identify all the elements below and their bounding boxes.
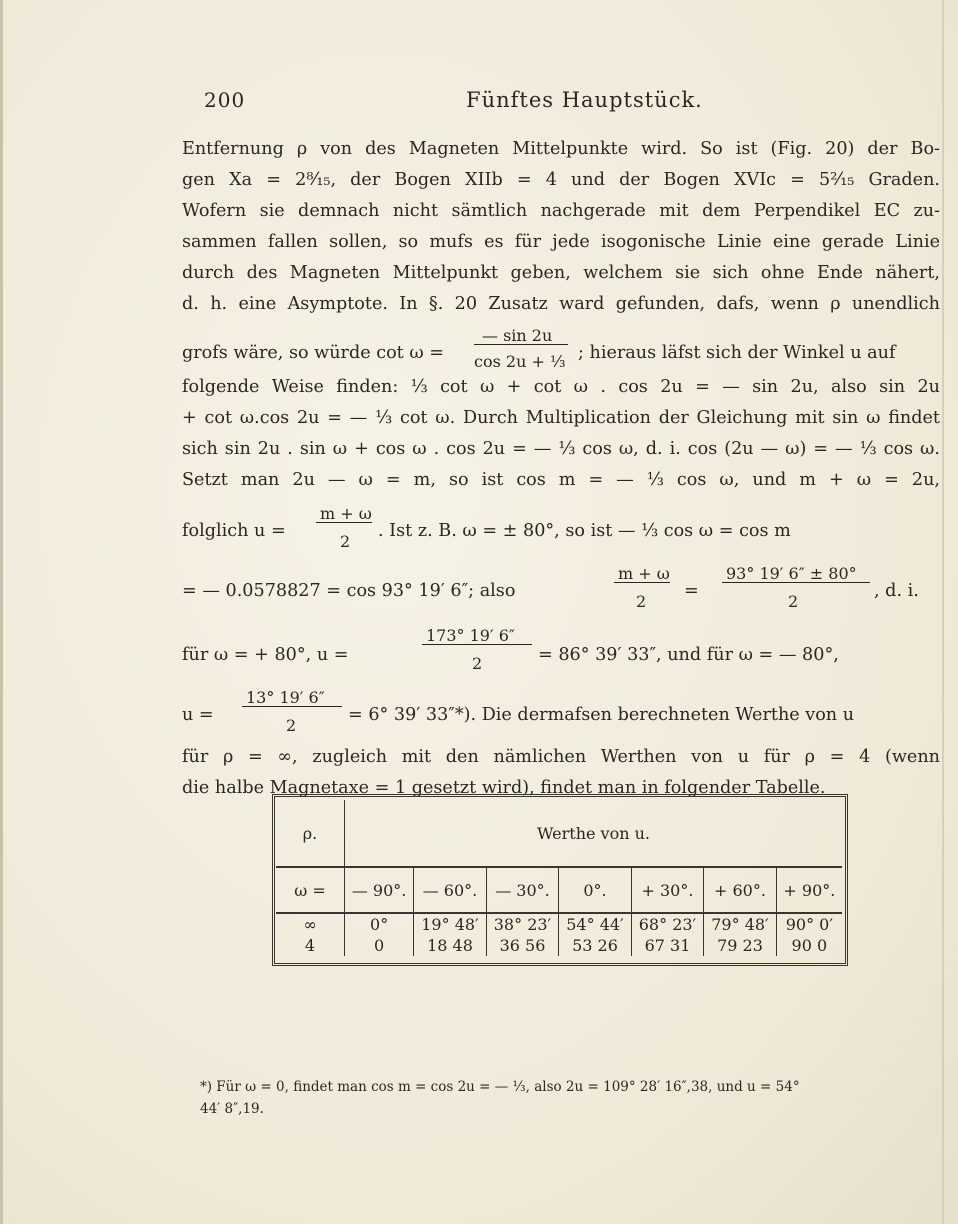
fraction-denominator: 2 <box>286 716 297 735</box>
formula-prefix: = — 0.0578827 = cos 93° 19′ 6″; also <box>182 581 516 601</box>
text-line: Entfernung ρ von des Magneten Mittelpunkte wird. So ist (Fig. 20) der Bo- <box>182 139 940 159</box>
fraction-denominator: cos 2u + ⅓ <box>474 352 566 371</box>
text-line: d. h. eine Asymptote. In §. 20 Zusatz ward gefunden, dafs, wenn ρ unendlich <box>182 294 940 314</box>
footnote-line: 44′ 8″,19. <box>200 1101 264 1117</box>
text-line: für ρ = ∞, zugleich mit den nämlichen Werthen von u für ρ = 4 (wenn <box>182 747 940 767</box>
u-value: 90° 0′ <box>776 913 842 935</box>
u-value: 38° 23′ <box>486 913 559 935</box>
formula-m-plus-omega <box>182 556 940 618</box>
fraction-bar <box>422 644 532 645</box>
formula-suffix: = 6° 39′ 33″*). Die dermafsen berechneten Werthe von u <box>348 705 855 725</box>
table-row <box>276 913 842 935</box>
fraction-denominator: 2 <box>788 592 799 611</box>
text-line: durch des Magneten Mittelpunkt geben, welchem sie sich ohne Ende nähert, <box>182 263 940 283</box>
u-value: 18 48 <box>414 935 487 956</box>
fraction-numerator: — sin 2u <box>482 326 553 345</box>
text-line: Setzt man 2u — ω = m, so ist cos m = — ⅓ cos ω, und m + ω = 2u, <box>182 470 940 490</box>
omega-value: + 90°. <box>776 867 842 913</box>
formula-u-plus80 <box>182 618 940 680</box>
footnote-line: *) Für ω = 0, findet man cos m = cos 2u = — ⅓, also 2u = 109° 28′ 16″,38, und u = 54° <box>200 1079 800 1095</box>
formula-u-minus80 <box>182 680 940 742</box>
fraction-denominator: 2 <box>472 654 483 673</box>
page-header <box>0 88 958 118</box>
omega-value: + 60°. <box>704 867 777 913</box>
formula-cot-omega <box>182 320 940 372</box>
formula-prefix: grofs wäre, so würde cot ω = <box>182 343 445 363</box>
values-table <box>272 794 848 964</box>
omega-label: ω = <box>276 867 345 913</box>
running-title: Fünftes Hauptstück. <box>466 88 703 112</box>
text-line: folgende Weise finden: ⅓ cot ω + cot ω . cos 2u = — sin 2u, also sin 2u <box>182 377 940 397</box>
formula-suffix: = 86° 39′ 33″, und für ω = — 80°, <box>538 645 839 665</box>
u-value: 53 26 <box>559 935 632 956</box>
omega-value: — 30°. <box>486 867 559 913</box>
formula-prefix: folglich u = <box>182 521 286 541</box>
fraction-bar <box>242 706 342 707</box>
u-value: 90 0 <box>776 935 842 956</box>
body-text <box>182 134 940 804</box>
omega-value: — 90°. <box>345 867 414 913</box>
text-line: gen Xa = 2⁸⁄₁₅, der Bogen XIIb = 4 und der Bogen XVIc = 5²⁄₁₅ Graden. <box>182 170 940 190</box>
fraction-numerator: 173° 19′ 6″ <box>426 626 515 645</box>
page-number: 200 <box>204 88 246 112</box>
fraction-bar <box>614 582 670 583</box>
fraction-numerator: m + ω <box>618 564 670 583</box>
rho-value: ∞ <box>303 915 317 934</box>
u-value: 67 31 <box>631 935 704 956</box>
text-line: Wofern sie demnach nicht sämtlich nachgerade mit dem Perpendikel EC zu- <box>182 201 940 221</box>
text-line: die halbe Magnetaxe = 1 gesetzt wird), findet man in folgender Tabelle. <box>182 778 826 798</box>
fraction-numerator: m + ω <box>320 504 372 523</box>
u-value: 36 56 <box>486 935 559 956</box>
text-line: sich sin 2u . sin ω + cos ω . cos 2u = — ⅓ cos ω, d. i. cos (2u — ω) = — ⅓ cos ω. <box>182 439 940 459</box>
omega-value: 0°. <box>559 867 632 913</box>
fraction-bar <box>316 522 372 523</box>
fraction-denominator: 2 <box>340 532 351 551</box>
rho-column-header: ρ. <box>276 800 345 867</box>
fraction-bar <box>722 582 870 583</box>
values-table-grid <box>276 800 842 956</box>
page-edge-left <box>0 0 3 1224</box>
formula-suffix: ; hieraus läfst sich der Winkel u auf <box>578 343 896 363</box>
rho-value: 4 <box>304 936 316 955</box>
u-value: 54° 44′ <box>559 913 632 935</box>
fraction-numerator: 13° 19′ 6″ <box>246 688 325 707</box>
equals-sign: = <box>684 581 699 601</box>
omega-value: — 60°. <box>414 867 487 913</box>
table-row <box>276 935 842 956</box>
values-heading: Werthe von u. <box>345 800 843 867</box>
fraction-denominator: 2 <box>636 592 647 611</box>
u-value: 0° <box>345 913 414 935</box>
formula-prefix: für ω = + 80°, u = <box>182 645 349 665</box>
u-value: 0 <box>345 935 414 956</box>
formula-prefix: u = <box>182 705 214 725</box>
u-value: 79 23 <box>704 935 777 956</box>
u-value: 19° 48′ <box>414 913 487 935</box>
fraction-bar <box>474 344 568 345</box>
u-value: 68° 23′ <box>631 913 704 935</box>
footnote <box>200 1076 940 1120</box>
omega-value: + 30°. <box>631 867 704 913</box>
u-value: 79° 48′ <box>704 913 777 935</box>
formula-suffix: . Ist z. B. ω = ± 80°, so ist — ⅓ cos ω = cos m <box>378 521 791 541</box>
formula-u-definition <box>182 496 940 556</box>
page-edge-right <box>942 0 944 1224</box>
formula-suffix: , d. i. <box>874 581 919 601</box>
fraction-numerator: 93° 19′ 6″ ± 80° <box>726 564 857 583</box>
text-line: + cot ω.cos 2u = — ⅓ cot ω. Durch Multiplication der Gleichung mit sin ω findet <box>182 408 940 428</box>
text-line: sammen fallen sollen, so mufs es für jede isogonische Linie eine gerade Linie <box>182 232 940 252</box>
